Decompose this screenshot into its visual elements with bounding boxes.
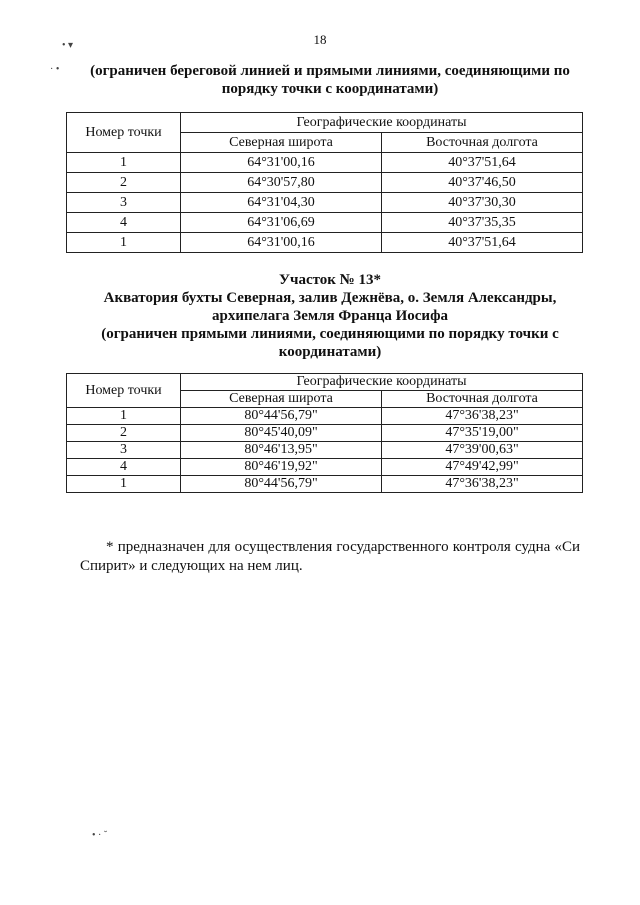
- longitude: 47°39'00,63": [382, 442, 583, 459]
- table-row: [67, 442, 583, 459]
- page-number: 18: [313, 32, 327, 47]
- point-number: 3: [67, 193, 181, 213]
- header-coords: Географические координаты: [181, 113, 583, 133]
- latitude: 80°44'56,79": [181, 408, 382, 425]
- header-lon: Восточная долгота: [382, 133, 583, 153]
- longitude: 40°37'51,64: [382, 233, 583, 253]
- latitude: 80°46'13,95": [181, 442, 382, 459]
- longitude: 47°36'38,23": [382, 408, 583, 425]
- table-row: [67, 476, 583, 493]
- point-number: 2: [67, 425, 181, 442]
- point-number: 4: [67, 213, 181, 233]
- latitude: 64°30'57,80: [181, 173, 382, 193]
- latitude: 64°31'00,16: [181, 153, 382, 173]
- longitude: 40°37'46,50: [382, 173, 583, 193]
- table-row: [67, 459, 583, 476]
- table-row: [67, 153, 583, 173]
- longitude: 40°37'51,64: [382, 153, 583, 173]
- longitude: 47°35'19,00": [382, 425, 583, 442]
- latitude: 80°45'40,09": [181, 425, 382, 442]
- point-number: 4: [67, 459, 181, 476]
- longitude: 40°37'30,30: [382, 193, 583, 213]
- latitude: 80°46'19,92": [181, 459, 382, 476]
- point-number: 2: [67, 173, 181, 193]
- header-lat: Северная широта: [181, 133, 382, 153]
- header-coords: Географические координаты: [181, 374, 583, 391]
- point-number: 1: [67, 476, 181, 493]
- header-lon: Восточная долгота: [382, 391, 583, 408]
- scan-speck: · •: [50, 64, 60, 75]
- table-row: [67, 173, 583, 193]
- scan-speck: • · ˘: [92, 830, 108, 841]
- point-number: 1: [67, 233, 181, 253]
- point-number: 3: [67, 442, 181, 459]
- longitude: 47°36'38,23": [382, 476, 583, 493]
- section-line: Акватория бухты Северная, залив Дежнёва, о. Земля Александры,: [103, 290, 557, 306]
- latitude: 80°44'56,79": [181, 476, 382, 493]
- header-lat: Северная широта: [181, 391, 382, 408]
- footnote: * предназначен для осуществления государственного контроля судна «Си Спирит» и следующих на нем лиц.: [80, 539, 580, 574]
- table-row: [67, 233, 583, 253]
- header-point: Номер точки: [67, 374, 181, 408]
- longitude: 47°49'42,99": [382, 459, 583, 476]
- scan-speck: • ▾: [62, 40, 74, 51]
- latitude: 64°31'04,30: [181, 193, 382, 213]
- table-row: [67, 213, 583, 233]
- table-row: [67, 193, 583, 213]
- intro-line: (ограничен береговой линией и прямыми линиями, соединяющими по: [90, 63, 570, 79]
- table-row: [67, 425, 583, 442]
- section-line: координатами): [278, 344, 382, 360]
- latitude: 64°31'06,69: [181, 213, 382, 233]
- coordinates-table-1: [66, 112, 583, 253]
- coordinates-table-2: [66, 373, 583, 493]
- section-line: (ограничен прямыми линиями, соединяющими по порядку точки с: [101, 326, 559, 342]
- table-row: [67, 408, 583, 425]
- longitude: 40°37'35,35: [382, 213, 583, 233]
- header-point: Номер точки: [67, 113, 181, 153]
- point-number: 1: [67, 153, 181, 173]
- section-title: Участок № 13*: [278, 272, 381, 288]
- intro-line: порядку точки с координатами): [221, 81, 439, 97]
- section-line: архипелага Земля Франца Иосифа: [212, 308, 448, 324]
- latitude: 64°31'00,16: [181, 233, 382, 253]
- point-number: 1: [67, 408, 181, 425]
